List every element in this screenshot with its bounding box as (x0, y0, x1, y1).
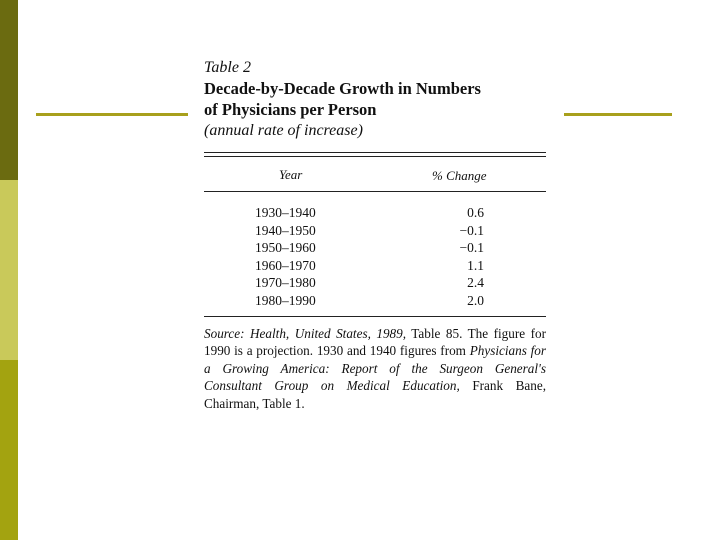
change-cell: 2.0 (467, 292, 484, 308)
change-cell: −0.1 (459, 240, 484, 256)
change-cell: −0.1 (459, 222, 484, 238)
accent-line-left (36, 113, 188, 116)
year-cell: 1950–1960 (255, 240, 316, 256)
table-row (204, 240, 546, 258)
sidebar-segment-mid (0, 360, 18, 540)
year-cell: 1980–1990 (255, 292, 316, 308)
change-cell: 1.1 (467, 257, 484, 273)
table-subtitle: (annual rate of increase) (204, 122, 363, 139)
table-header (204, 157, 546, 191)
source-text-2: Frank Bane, Chairman, Table 1. (204, 378, 546, 411)
source-text-1: Table 85. The figure for 1990 is a projection. 1930 and 1940 figures from (204, 325, 546, 359)
change-cell: 0.6 (467, 205, 484, 220)
change-cell: 2.4 (467, 275, 484, 291)
table-bottom-rule (204, 316, 546, 317)
accent-line-right (564, 113, 672, 116)
sidebar-segment-dark (0, 0, 18, 180)
table-row (204, 205, 546, 223)
column-header-change: % Change (432, 168, 487, 183)
year-cell: 1970–1980 (255, 275, 316, 291)
year-cell: 1930–1940 (255, 205, 316, 220)
table-title-line-2: of Physicians per Person (204, 100, 377, 119)
table-document (204, 58, 546, 412)
table-label: Table 2 (204, 59, 251, 76)
table-row (204, 223, 546, 241)
table-body (204, 192, 546, 316)
source-report-title: Physicians for a Growing America: Report of the Surgeon General's Consultant Group on Medical Education, (204, 343, 546, 394)
sidebar-segment-light (0, 180, 18, 360)
table-row (204, 275, 546, 293)
year-cell: 1940–1950 (255, 222, 316, 238)
year-cell: 1960–1970 (255, 257, 316, 273)
source-citation: Source: Health, United States, 1989, (204, 325, 407, 341)
table-row (204, 293, 546, 311)
table-title-line-1: Decade-by-Decade Growth in Numbers (204, 79, 481, 98)
source-note (204, 325, 546, 413)
column-header-year: Year (279, 167, 303, 182)
table-row (204, 258, 546, 276)
